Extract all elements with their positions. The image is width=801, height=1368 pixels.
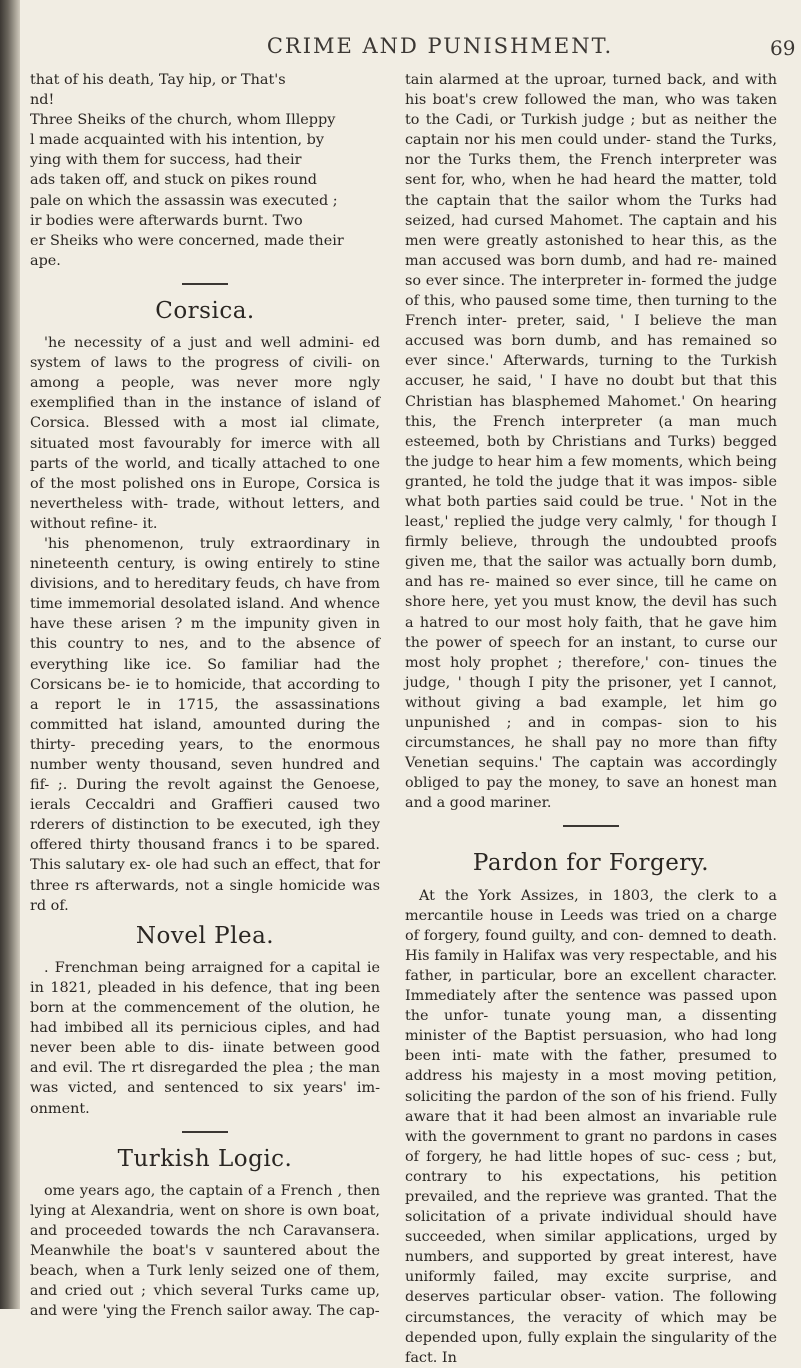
forgery-paragraph: At the York Assizes, in 1803, the clerk to a mercantile house in Leeds was tried on a charge of forgery, found guilty, and con- demned to death. His family in Halifax was very respectable, and his father, in particular, bore an excellent character. Immediately after the sentence was passed upon the unfor- tunate young man, a dissenting minister of the Baptist persuasion, who had long been inti- mate with the father, presumed to address his majesty in a most moving petition, soliciting the pardon of the son of his friend. Fully aware that it had been almost an invariable rule with the government to grant no pardons in cases of forgery, he had little hopes of suc- cess ; but, contrary to his expectations, his petition prevailed, and the reprieve was granted. That the solicitation of a private individual should have succeeded, when similar applications, urged by numbers, and supported by great interest, have uniformly failed, may excite surprise, and deserves particular obser- vation. The following circumstances, the veracity of which may be depended upon, fully explain the singularity of the fact. In [405, 887, 777, 1366]
corsica-paragraph-1: 'he necessity of a just and well admini- ed system of laws to the progress of civili- on among a people, was never more ngly exemplified than in the instance of island of Corsica. Blessed with a most ial climate, situated most favourably for imerce with all parts of the world, and tically attached to one of the most polished ons in Europe, Corsica is nevertheless with- trade, without letters, and without refine- it. [30, 335, 380, 532]
page-number: 69 [770, 36, 796, 60]
intro-line: nd! [30, 92, 55, 109]
intro-line: ir bodies were afterwards burnt. Two [30, 212, 303, 229]
intro-line: Three Sheiks of the church, whom Illeppy [30, 112, 336, 129]
binding-gutter [0, 0, 20, 1309]
turkish-logic-continuation: tain alarmed at the uproar, turned back, and with his boat's crew followed the man, who was taken to the Cadi, or Turkish judge ; but as neither the captain nor his men could under- stand the Turks, nor the Turks them, the French interpreter was sent for, who, when he had heard the matter, told the captain that the sailor whom the Turks had seized, had cursed Mahomet. The captain and his men were greatly astonished to hear this, as the man accused was born dumb, and had re- mained so ever since. The interpreter in- formed the judge of this, who paused some time, then turning to the French inter- preter, said, ' I believe the man accused was born dumb, and has remained so ever since.' Afterwards, turning to the Turkish accuser, he said, ' I have no doubt but that this Christian has blasphemed Mahomet.' On hearing this, the French interpreter (a man much esteemed, both by Christians and Turks) begged the judge to hear him a few moments, which being granted, he told the judge that it was impos- sible what both parties said could be true. ' Not in the least,' replied the judge very calmly, ' for though I firmly believe, through the undoubted proofs given me, that the sailor was actually born dumb, and has re- mained so ever since, till he came on shore here, yet you must know, the devil has such a hatred to our most holy faith, that he gave him the power of speech for an instant, to curse our most holy prophet ; therefore,' con- tinues the judge, ' though I pity the prisoner, yet I cannot, without giving a bad example, let him go unpunished ; and in compas- sion to his circumstances, he shall pay no more than fifty Venetian sequins.' The captain was accordingly obliged to pay the money, to save an honest man and a good mariner. [405, 72, 777, 812]
section-divider [563, 825, 619, 827]
intro-line: l made acquainted with his intention, by [30, 132, 324, 149]
novel-plea-heading: Novel Plea. [135, 922, 275, 949]
intro-line: ads taken off, and stuck on pikes round [30, 172, 317, 189]
intro-continuation [30, 70, 380, 271]
turkish-logic-paragraph: ome years ago, the captain of a French , then lying at Alexandria, went on shore is own boat, and proceeded towards the nch Caravansera. Meanwhile the boat's v sauntered about the beach, when a Turk lenly seized one of them, and cried out ; vhich several Turks came up, and were 'ying the French sailor away. The cap- [30, 1182, 380, 1320]
intro-line: ape. [30, 252, 61, 269]
section-divider [182, 1131, 228, 1133]
novel-plea-paragraph: . Frenchman being arraigned for a capital ie in 1821, pleaded in his defence, that ing been born at the commencement of the olution, he had imbibed all its pernicious ciples, and had never been able to dis- iinate between good and evil. The rt disregarded the plea ; the man was victed, and sentenced to six years' im- onment. [30, 959, 380, 1117]
intro-line: ying with them for success, had their [30, 152, 302, 169]
turkish-logic-heading: Turkish Logic. [117, 1145, 293, 1172]
corsica-heading: Corsica. [155, 297, 255, 324]
right-column [405, 70, 777, 1368]
section-divider [182, 283, 228, 285]
intro-line: that of his death, Tay hip, or That's [30, 72, 286, 88]
running-head: CRIME AND PUNISHMENT. [266, 34, 614, 58]
left-column [30, 70, 380, 1321]
intro-line: er Sheiks who were concerned, made their [30, 232, 344, 249]
intro-line: pale on which the assassin was executed ; [30, 192, 338, 209]
corsica-paragraph-2: 'his phenomenon, truly extraordinary in nineteenth century, is owing entirely to stine divisions, and to hereditary feuds, ch have from time immemorial desolated island. And whence have these arisen ? m the impunity given in this country to nes, and to the absence of everything like ice. So familiar had the Corsicans be- ie to homicide, that according to a report le in 1715, the assassinations committed hat island, amounted during the thirty- preceding years, to the enormous number wenty thousand, seven hundred and fif- ;. During the revolt against the Genoese, ierals Ceccaldri and Graffieri caused two rderers of distinction to be executed, igh they offered thirty thousand francs i to be spared. This salutary ex- ole had such an effect, that for three rs afterwards, not a single homicide was rd of. [30, 535, 380, 914]
forgery-heading: Pardon for Forgery. [472, 850, 710, 877]
